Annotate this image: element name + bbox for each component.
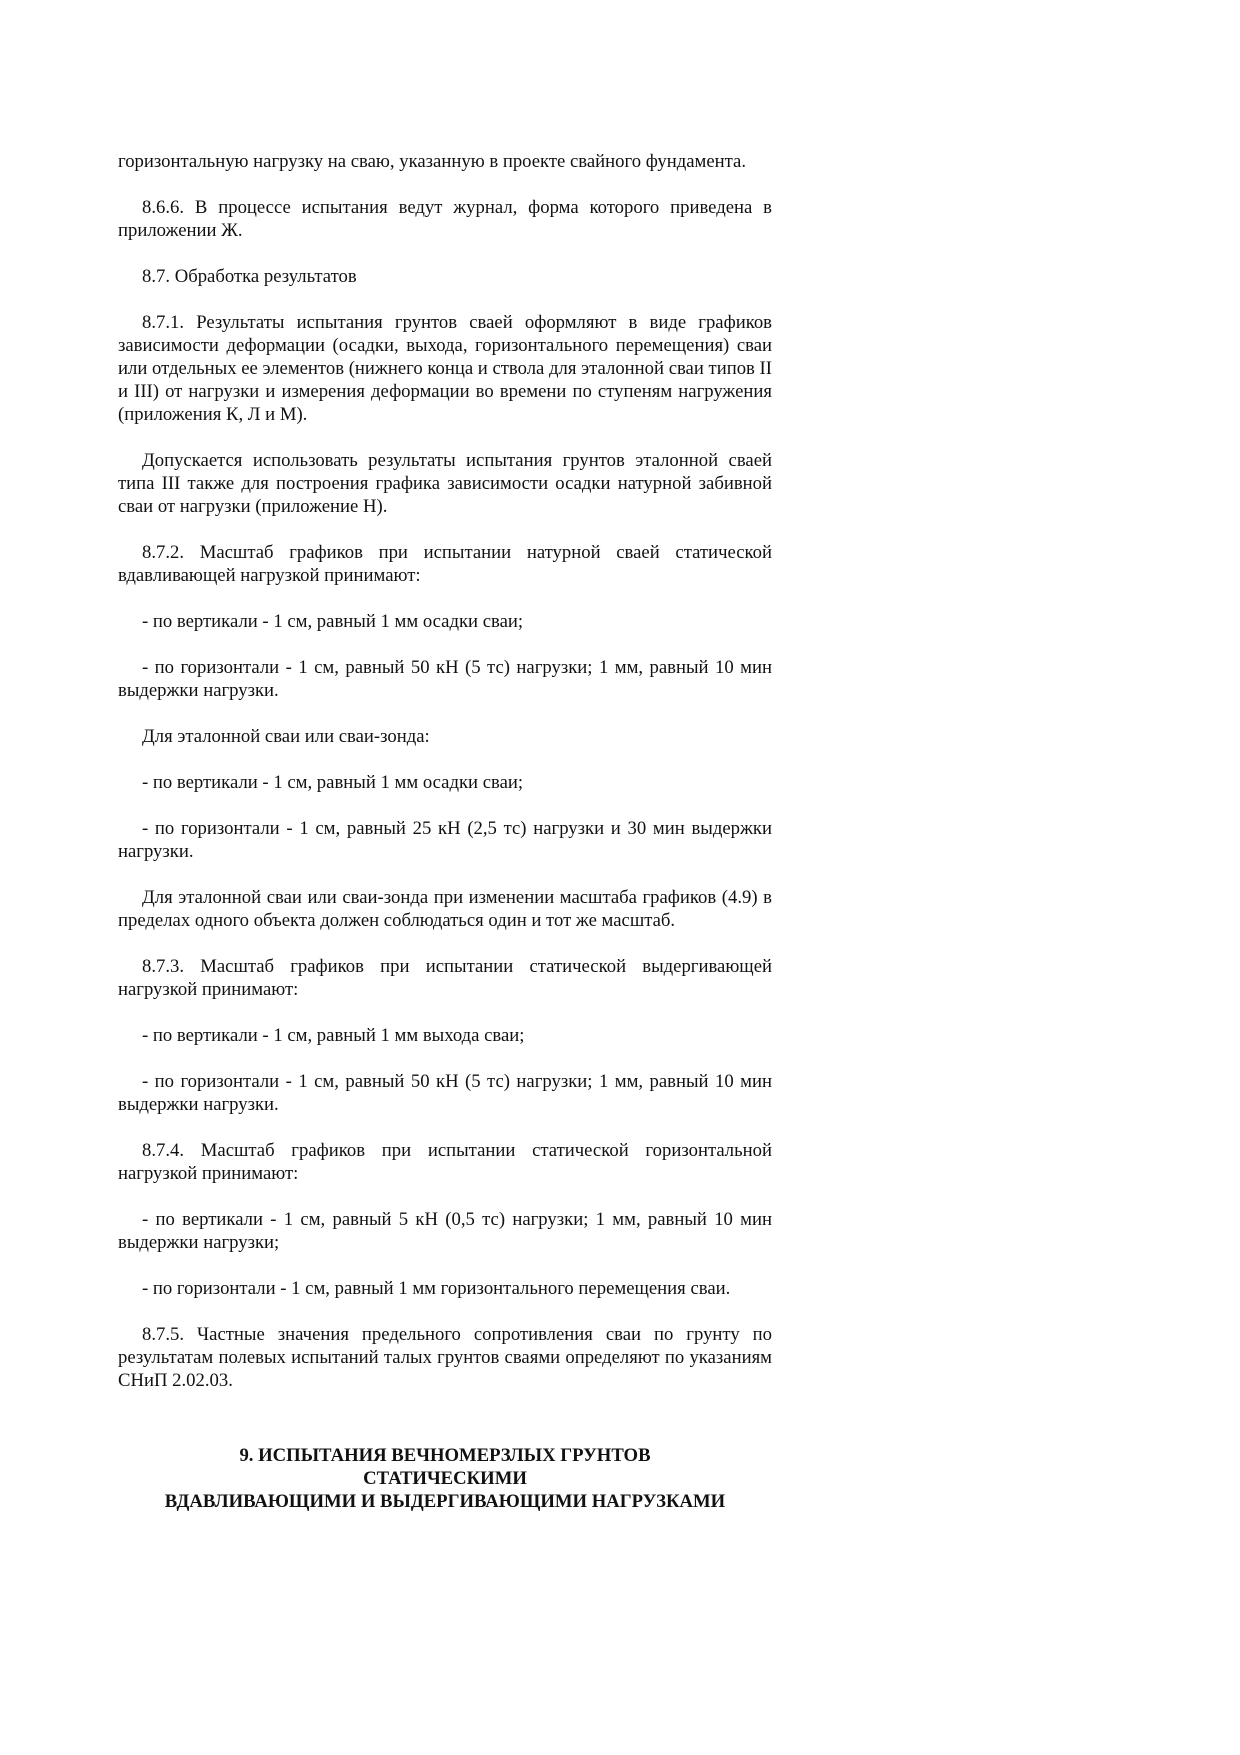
paragraph-8-7-5: 8.7.5. Частные значения предельного сопротивления сваи по грунту по результатам полевых испытаний талых грунтов сваями определяют по указаниям СНиП 2.02.03.	[118, 1324, 772, 1391]
heading-line-2: СТАТИЧЕСКИМИ	[363, 1468, 527, 1489]
paragraph-8-6-6: 8.6.6. В процессе испытания ведут журнал, форма которого приведена в приложении Ж.	[118, 197, 772, 241]
document-page	[118, 150, 772, 1513]
heading-line-1: 9. ИСПЫТАНИЯ ВЕЧНОМЕРЗЛЫХ ГРУНТОВ	[239, 1445, 651, 1466]
paragraph-8-7-4: 8.7.4. Масштаб графиков при испытании статической горизонтальной нагрузкой принимают:	[118, 1140, 772, 1184]
list-item-vertical-1: - по вертикали - 1 см, равный 1 мм осадки сваи;	[142, 611, 524, 632]
paragraph-8-7-3: 8.7.3. Масштаб графиков при испытании статической выдергивающей нагрузкой принимают:	[118, 956, 772, 1000]
section-title-8-7: 8.7. Обработка результатов	[142, 266, 357, 287]
list-item-vertical-3: - по вертикали - 1 см, равный 1 мм выхода сваи;	[142, 1025, 525, 1046]
paragraph-reference-pile: Для эталонной сваи или сваи-зонда:	[142, 726, 430, 747]
list-item-vertical-4: - по вертикали - 1 см, равный 5 кН (0,5 тс) нагрузки; 1 мм, равный 10 мин выдержки нагрузки;	[118, 1209, 772, 1253]
paragraph-8-7-1: 8.7.1. Результаты испытания грунтов сваей оформляют в виде графиков зависимости деформации (осадки, выхода, горизонтального перемещения) сваи или отдельных ее элементов (нижнего конца и ствола для эталонной сваи типов II и III) от нагрузки и измерения деформации во времени по ступеням нагружения (приложения К, Л и М).	[118, 312, 772, 425]
paragraph-continuation: горизонтальную нагрузку на сваю, указанную в проекте свайного фундамента.	[118, 151, 746, 172]
paragraph-8-7-2: 8.7.2. Масштаб графиков при испытании натурной сваей статической вдавливающей нагрузкой принимают:	[118, 542, 772, 586]
section-heading-9	[118, 1444, 772, 1513]
list-item-horizontal-4: - по горизонтали - 1 см, равный 1 мм горизонтального перемещения сваи.	[142, 1278, 731, 1299]
paragraph-allowed-use: Допускается использовать результаты испытания грунтов эталонной сваей типа III также для построения графика зависимости осадки натурной забивной сваи от нагрузки (приложение Н).	[118, 450, 772, 517]
list-item-vertical-2: - по вертикали - 1 см, равный 1 мм осадки сваи;	[142, 772, 524, 793]
list-item-horizontal-2: - по горизонтали - 1 см, равный 25 кН (2,5 тс) нагрузки и 30 мин выдержки нагрузки.	[118, 818, 772, 862]
heading-line-3: ВДАВЛИВАЮЩИМИ И ВЫДЕРГИВАЮЩИМИ НАГРУЗКАМИ	[164, 1491, 726, 1512]
list-item-horizontal-1: - по горизонтали - 1 см, равный 50 кН (5 тс) нагрузки; 1 мм, равный 10 мин выдержки нагрузки.	[118, 657, 772, 701]
paragraph-scale-change: Для эталонной сваи или сваи-зонда при изменении масштаба графиков (4.9) в пределах одного объекта должен соблюдаться один и тот же масштаб.	[118, 887, 772, 931]
list-item-horizontal-3: - по горизонтали - 1 см, равный 50 кН (5 тс) нагрузки; 1 мм, равный 10 мин выдержки нагрузки.	[118, 1071, 772, 1115]
